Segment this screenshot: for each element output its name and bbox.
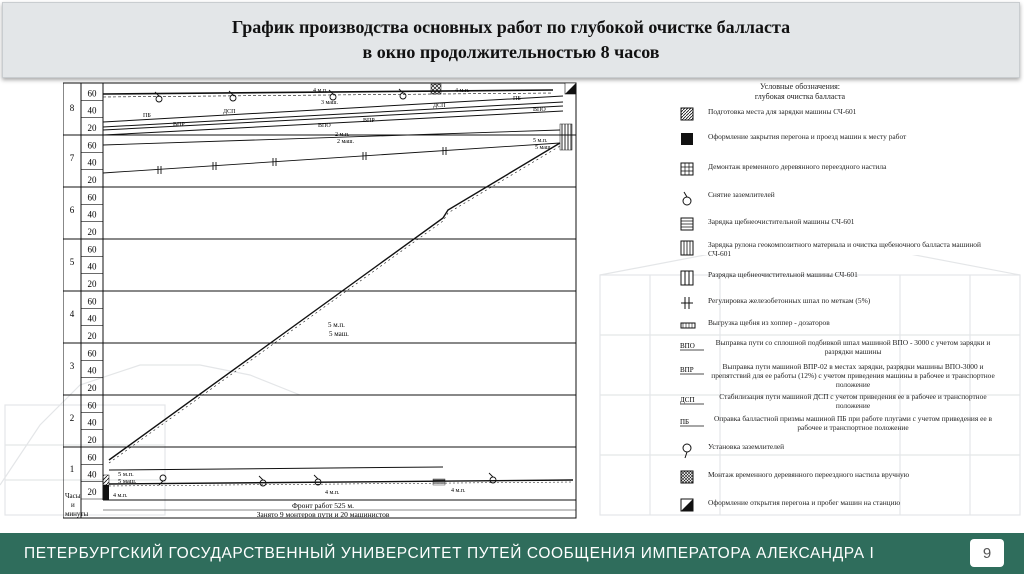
page-number-badge: 9 xyxy=(970,539,1004,567)
minute-tick-label: 60 xyxy=(87,192,97,203)
half-black-square-icon xyxy=(680,498,704,520)
minute-tick-label: 20 xyxy=(87,175,97,185)
minute-tick-label: 20 xyxy=(87,487,97,497)
hour8-mid-speed: 2 м.п. xyxy=(335,132,350,138)
minute-tick-label: 60 xyxy=(87,140,97,151)
legend-item-text: Оформление закрытия перегона и проезд машин к месту работ xyxy=(708,132,907,141)
legend-item-text: Монтаж временного деревянного переездного настила вручную xyxy=(708,470,910,479)
slide-title-line-1: График производства основных работ по глубокой очистке балласта xyxy=(231,17,791,37)
hour7-right-speed: 5 м.п. xyxy=(533,138,548,144)
footer-university-name: ПЕТЕРБУРГСКИЙ ГОСУДАРСТВЕННЫЙ УНИВЕРСИТЕТ ПУТЕЙ СООБЩЕНИЯ ИМПЕРАТОРА АЛЕКСАНДРА I xyxy=(24,544,875,562)
tag-vpo: ВПО xyxy=(533,107,546,113)
schedule-chart xyxy=(63,80,580,520)
hour8-work-lines xyxy=(103,90,563,135)
hour8-top-speed-sub: 3 маш. xyxy=(321,100,339,106)
minute-tick-label: 20 xyxy=(87,383,97,393)
minute-tick-label: 60 xyxy=(87,244,97,255)
legend-item xyxy=(680,362,1000,390)
minute-tick-label: 40 xyxy=(87,365,97,376)
vertical-hatch-wide-icon xyxy=(680,270,704,292)
legend-title-line-2: глубокая очистка балласта xyxy=(754,92,846,101)
crosshatch-square-icon xyxy=(680,470,704,492)
diagonal-hatch-icon xyxy=(680,107,704,129)
tag-pb: ПБ xyxy=(143,113,151,119)
legend-item xyxy=(680,107,1000,135)
bottom-work-line xyxy=(109,467,573,486)
minute-tick-label: 40 xyxy=(87,261,97,272)
legend-item-text: Зарядка щебнеочистительной машины СЧ-601 xyxy=(708,217,855,226)
legend-item-text: Оправка балластной призмы машиной ПБ при работе плугами с учетом приведения ее в рабочее и транспортное положение xyxy=(713,414,993,432)
svg-text:ПБ: ПБ xyxy=(680,418,690,426)
bottom-right-speed: 4 м.п. xyxy=(451,488,466,494)
svg-text:ВПО: ВПО xyxy=(680,342,695,350)
tag-dsp-2: ДСП xyxy=(433,103,446,109)
legend-item xyxy=(680,162,1000,190)
bottom-grounding-marks xyxy=(159,473,496,486)
hour8-mid-speed-sub: 2 маш. xyxy=(337,139,355,145)
slide-title-line-2: в окно продолжительностью 8 часов xyxy=(362,42,660,62)
grounding-removal-icon xyxy=(680,190,704,212)
hour-label-1: 1 xyxy=(69,464,75,474)
footer-bar xyxy=(0,533,1024,574)
prep-block xyxy=(103,475,109,485)
minute-tick-label: 60 xyxy=(87,88,97,99)
tag-vpr: ВПР xyxy=(173,122,185,128)
hour-grid xyxy=(63,83,576,499)
legend-item-text: Выправка пути со сплошной подбивкой шпал машиной ВПО - 3000 с учетом зарядки и разрядки машины xyxy=(715,338,991,356)
axis-label-and: и xyxy=(71,501,75,509)
bottom-horizontal-hatch-block xyxy=(433,479,445,485)
tag-vpo-2: ВПО xyxy=(318,123,331,129)
main-speed-label: 5 м.п. xyxy=(328,321,345,329)
hour8-top-speed: 4 м.п. xyxy=(313,88,328,94)
hour8-crosshatch-block xyxy=(431,84,441,94)
legend-item-text: Выгрузка щебня из хоппер - дозаторов xyxy=(708,318,830,327)
bottom-left-speed-sub: 5 маш. xyxy=(118,478,137,485)
hour-label-5: 5 xyxy=(69,257,75,267)
legend-item xyxy=(680,414,1000,442)
main-speed-sublabel: 5 маш. xyxy=(329,330,349,338)
pb-label-icon xyxy=(680,414,704,436)
minute-tick-label: 20 xyxy=(87,331,97,341)
solid-black-square-icon xyxy=(680,132,704,154)
minute-tick-label: 40 xyxy=(87,469,97,480)
legend-item xyxy=(680,190,1000,218)
grid-square-icon xyxy=(680,162,704,184)
legend-item-text: Регулировка железобетонных шпал по меткам (5%) xyxy=(708,296,871,305)
minute-tick-label: 20 xyxy=(87,123,97,133)
minute-tick-label: 40 xyxy=(87,105,97,116)
minute-labels xyxy=(88,88,98,497)
hour-label-4: 4 xyxy=(69,309,75,319)
minute-tick-label: 40 xyxy=(87,157,97,168)
minute-tick-label: 40 xyxy=(87,313,97,324)
crew-label: Занято 9 монтеров пути и 20 машинистов xyxy=(256,510,390,519)
svg-text:ДСП: ДСП xyxy=(680,396,695,404)
minute-tick-label: 40 xyxy=(87,209,97,220)
tag-vpr-2: ВПР xyxy=(363,118,375,124)
legend-item xyxy=(680,132,1000,160)
hour-label-2: 2 xyxy=(69,413,75,423)
legend-item-text: Оформление открытия перегона и пробег машин на станцию xyxy=(708,498,901,507)
legend-item-text: Разрядка щебнеочистительной машины СЧ-601 xyxy=(708,270,858,279)
double-cross-icon xyxy=(680,296,704,318)
hour-label-7: 7 xyxy=(69,153,75,163)
minute-tick-label: 60 xyxy=(87,348,97,359)
vertical-hatch-icon xyxy=(680,240,704,262)
horizontal-hatch-icon xyxy=(680,217,704,239)
dsp-label-icon xyxy=(680,392,704,414)
closure-block xyxy=(103,485,109,500)
legend-item xyxy=(680,442,1000,470)
hour-label-8: 8 xyxy=(69,103,75,113)
legend-item-text: Стабилизация пути машиной ДСП с учетом приведения ее в рабочее и транспортное положение xyxy=(719,392,987,410)
vpo-label-icon xyxy=(680,338,704,360)
rail-wagon-icon xyxy=(680,318,704,340)
hour8-top-speed-right: 4 м.п. xyxy=(455,88,470,94)
bottom-left-speed: 5 м.п. xyxy=(118,471,134,478)
minute-tick-label: 60 xyxy=(87,400,97,411)
front-label: Фронт работ 525 м. xyxy=(291,501,355,510)
legend-item xyxy=(680,498,1000,526)
hour7-right-speed-sub: 5 маш. xyxy=(535,145,553,151)
main-progress-line xyxy=(109,143,560,463)
legend-title xyxy=(680,82,920,102)
minute-tick-label: 20 xyxy=(87,227,97,237)
hour-label-6: 6 xyxy=(69,205,75,215)
hour7-regulation-line xyxy=(103,130,560,174)
minute-tick-label: 60 xyxy=(87,296,97,307)
minute-tick-label: 20 xyxy=(87,435,97,445)
legend-item-text: Установка заземлителей xyxy=(708,442,785,451)
minute-tick-label: 20 xyxy=(87,279,97,289)
grounding-install-icon xyxy=(680,442,704,464)
chart-outer-frame xyxy=(63,83,576,518)
slide-title-bar xyxy=(2,2,1020,78)
tag-dsp: ДСП xyxy=(223,109,236,115)
legend-item-text: Подготовка места для зарядки машины СЧ-601 xyxy=(708,107,857,116)
hour7-vertical-hatch-block xyxy=(560,124,572,150)
svg-text:ВПР: ВПР xyxy=(680,366,694,374)
legend-item xyxy=(680,240,1000,268)
bottom-front-speed: 4 м.п. xyxy=(325,490,340,496)
axis-label-minutes: минуты xyxy=(65,510,89,518)
bottom-left-small-speed: 4 м.п. xyxy=(113,493,128,499)
hour-label-3: 3 xyxy=(69,361,75,371)
legend-item-text: Снятие заземлителей xyxy=(708,190,775,199)
legend-item xyxy=(680,470,1000,498)
minute-tick-label: 40 xyxy=(87,417,97,428)
tag-pb-2: ПБ xyxy=(513,96,521,102)
hour-labels xyxy=(70,103,75,474)
legend-item-text: Выправка пути машиной ВПР-02 в местах зарядки, разрядки машины ВПО-3000 и препятствий для ее работы (12%) с учетом приведения машины в рабочее и транспортное положение xyxy=(711,362,995,389)
legend-title-line-1: Условные обозначения: xyxy=(759,82,840,91)
legend-item-text: Демонтаж временного деревянного переездного настила xyxy=(708,162,887,171)
legend-item-text: Зарядка рулона геокомпозитного материала и очистка щебеночного балласта машиной СЧ-601 xyxy=(708,240,981,258)
vpr-label-icon xyxy=(680,362,704,384)
axis-label-hours: Часы xyxy=(65,492,81,500)
minute-tick-label: 60 xyxy=(87,452,97,463)
legend-item xyxy=(680,270,1000,298)
